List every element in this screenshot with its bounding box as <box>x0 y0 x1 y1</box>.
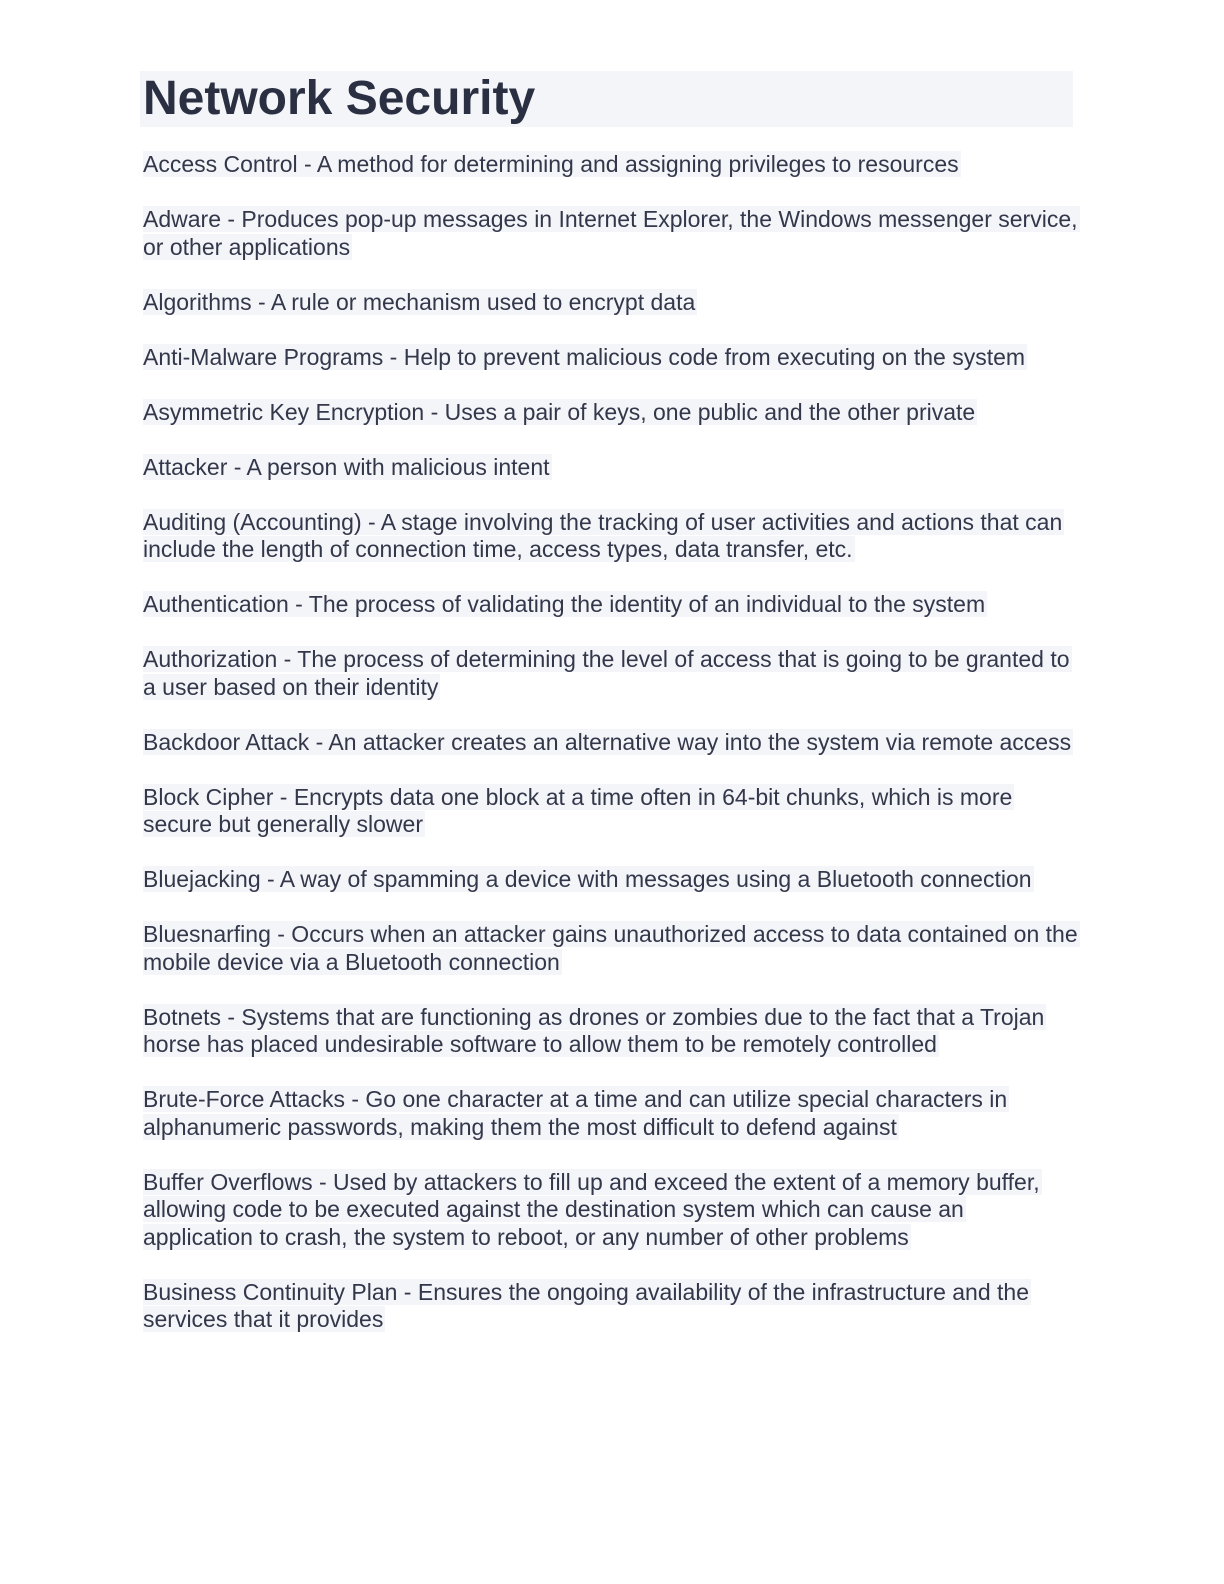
glossary-entry-text: Botnets - Systems that are functioning as drones or zombies due to the fact that a Trojan horse has placed undesirable software to allow them to be remotely controlled <box>143 1003 1045 1057</box>
glossary-entry-text: Authentication - The process of validating the identity of an individual to the system <box>143 591 986 617</box>
glossary-entry-text: Attacker - A person with malicious intent <box>143 453 550 480</box>
glossary-entry-text: Block Cipher - Encrypts data one block at a time often in 64-bit chunks, which is more secure but generally slower <box>143 783 1013 837</box>
glossary-entry-text: Auditing (Accounting) - A stage involving the tracking of user activities and actions that can include the length of connection time, access types, data transfer, etc. <box>143 508 1063 562</box>
glossary-entry <box>143 1279 1078 1334</box>
glossary-entry <box>143 509 1078 564</box>
glossary-entry <box>143 399 1078 427</box>
glossary-entry-text: Algorithms - A rule or mechanism used to encrypt data <box>143 288 696 315</box>
glossary-entry <box>143 454 1078 482</box>
glossary-entry <box>143 1086 1078 1141</box>
glossary-entry-text: Asymmetric Key Encryption - Uses a pair of keys, one public and the other private <box>143 398 976 425</box>
glossary-entry <box>143 206 1078 261</box>
glossary-entry-text: Buffer Overflows - Used by attackers to fill up and exceed the extent of a memory buffer, allowing code to be executed against the destination system which can cause an application to crash, the system to reboot, or any number of other problems <box>143 1168 1040 1250</box>
glossary-entry <box>143 866 1078 894</box>
glossary-entry <box>143 1169 1078 1252</box>
glossary-entry <box>143 729 1078 757</box>
glossary-entry-text: Adware - Produces pop-up messages in Internet Explorer, the Windows messenger service, or other applications <box>143 206 1078 260</box>
glossary-entry-text: Anti-Malware Programs - Help to prevent malicious code from executing on the system <box>143 343 1026 370</box>
glossary-entry <box>143 151 1078 179</box>
glossary-entry <box>143 289 1078 317</box>
glossary-entry <box>143 921 1078 976</box>
glossary-entry-text: Access Control - A method for determining and assigning privileges to resources <box>143 151 959 177</box>
glossary-entry <box>143 1004 1078 1059</box>
glossary-entry-text: Brute-Force Attacks - Go one character at a time and can utilize special characters in alphanumeric passwords, making them the most difficult to defend against <box>143 1086 1008 1140</box>
glossary-entry-text: Authorization - The process of determining the level of access that is going to be granted to a user based on their identity <box>143 646 1070 700</box>
glossary-entry <box>143 591 1078 619</box>
glossary-entry <box>143 784 1078 839</box>
glossary-entry <box>143 646 1078 701</box>
glossary-entry-text: Bluejacking - A way of spamming a device with messages using a Bluetooth connection <box>143 866 1032 892</box>
glossary-entry-text: Backdoor Attack - An attacker creates an alternative way into the system via remote access <box>143 728 1072 755</box>
glossary-entry <box>143 344 1078 372</box>
glossary-entry-text: Business Continuity Plan - Ensures the ongoing availability of the infrastructure and the services that it provides <box>143 1278 1030 1332</box>
page-title: Network Security <box>143 72 536 125</box>
glossary-entry-text: Bluesnarfing - Occurs when an attacker gains unauthorized access to data contained on the mobile device via a Bluetooth connection <box>143 921 1078 975</box>
glossary-list <box>143 151 1078 1361</box>
